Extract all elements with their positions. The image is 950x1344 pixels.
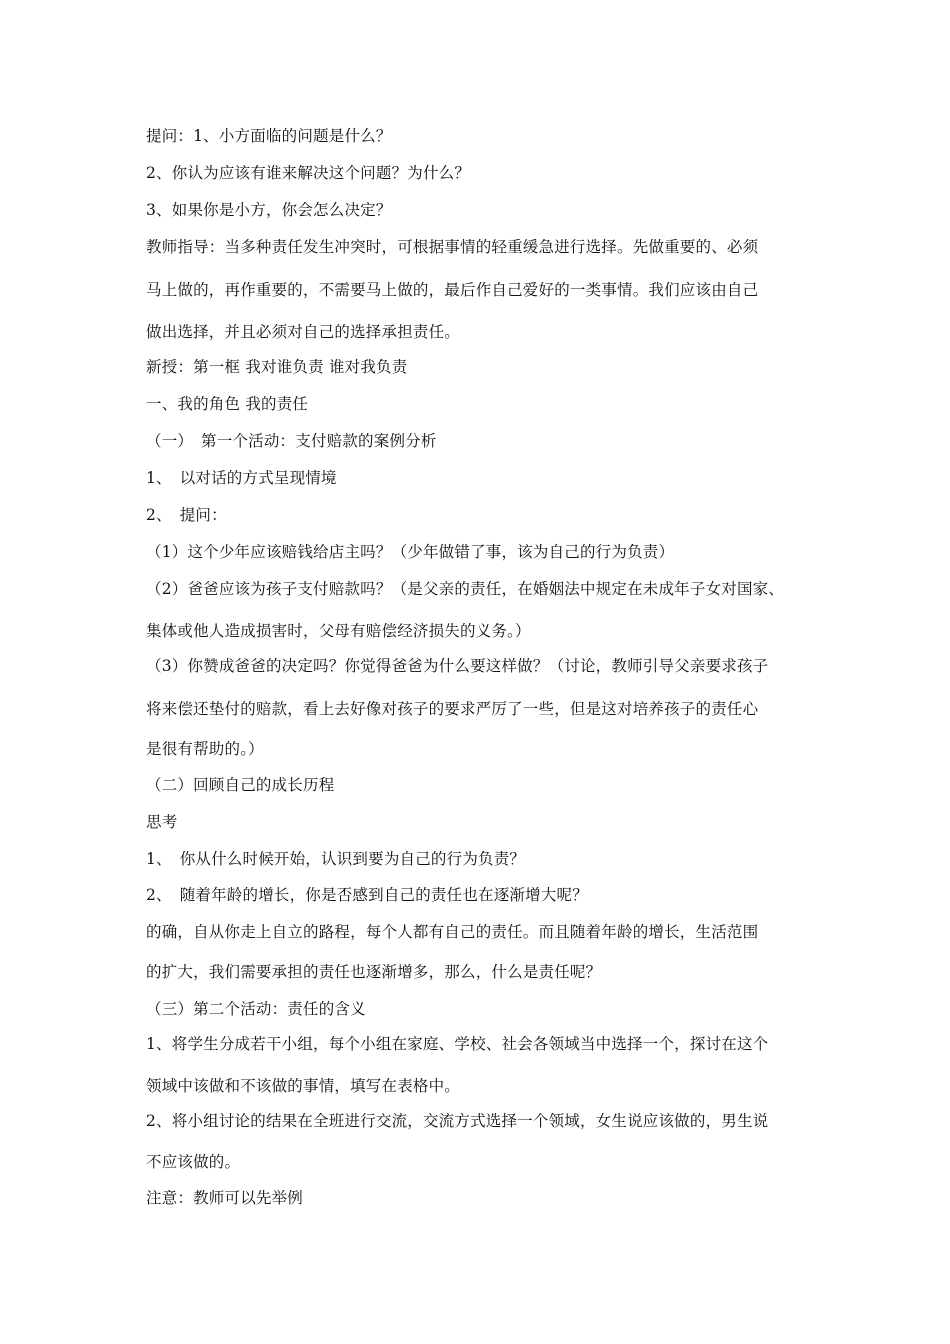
text-line: 的扩大，我们需要承担的责任也逐渐增多，那么，什么是责任呢？ bbox=[146, 963, 602, 981]
list-item: 2、 随着年龄的增长，你是否感到自己的责任也在逐渐增大呢？ bbox=[146, 886, 588, 904]
list-item: 2、 提问： bbox=[146, 506, 227, 524]
subsection-heading: （二）回顾自己的成长历程 bbox=[146, 776, 335, 794]
text-line: 集体或他人造成损害时，父母有赔偿经济损失的义务。） bbox=[146, 622, 531, 640]
text-line: 的确，自从你走上自立的路程，每个人都有自己的责任。而且随着年龄的增长，生活范围 bbox=[146, 923, 759, 941]
subsection-heading: （三）第二个活动：责任的含义 bbox=[146, 1000, 366, 1018]
text-line: （1）这个少年应该赔钱给店主吗？（少年做错了事，该为自己的行为负责） bbox=[146, 543, 675, 561]
subsection-heading: （一） 第一个活动：支付赔款的案例分析 bbox=[146, 432, 437, 450]
text-line: 注意：教师可以先举例 bbox=[146, 1189, 304, 1207]
text-line: 2、你认为应该有谁来解决这个问题？为什么？ bbox=[146, 164, 471, 182]
list-item: 2、将小组讨论的结果在全班进行交流，交流方式选择一个领域，女生说应该做的，男生说 bbox=[146, 1112, 769, 1130]
section-heading: 新授：第一框 我对谁负责 谁对我负责 bbox=[146, 358, 408, 376]
section-heading: 一、我的角色 我的责任 bbox=[146, 395, 309, 413]
text-line: 提问：1、小方面临的问题是什么？ bbox=[146, 127, 392, 145]
text-line: 思考 bbox=[146, 813, 178, 831]
text-line: 不应该做的。 bbox=[146, 1153, 241, 1171]
list-item: 1、将学生分成若干小组，每个小组在家庭、学校、社会各领域当中选择一个，探讨在这个 bbox=[146, 1035, 769, 1053]
text-line: 教师指导：当多种责任发生冲突时，可根据事情的轻重缓急进行选择。先做重要的、必须 bbox=[146, 238, 759, 256]
list-item: 1、 你从什么时候开始，认识到要为自己的行为负责？ bbox=[146, 850, 526, 868]
text-line: 将来偿还垫付的赔款，看上去好像对孩子的要求严厉了一些，但是这对培养孩子的责任心 bbox=[146, 700, 759, 718]
text-line: 领域中该做和不该做的事情，填写在表格中。 bbox=[146, 1077, 461, 1095]
text-line: （2）爸爸应该为孩子支付赔款吗？（是父亲的责任，在婚姻法中规定在未成年子女对国家、 bbox=[146, 580, 785, 598]
text-line: 是很有帮助的。） bbox=[146, 740, 264, 758]
text-line: 3、如果你是小方，你会怎么决定？ bbox=[146, 201, 392, 219]
text-line: 做出选择，并且必须对自己的选择承担责任。 bbox=[146, 323, 461, 341]
text-line: （3）你赞成爸爸的决定吗？你觉得爸爸为什么要这样做？（讨论，教师引导父亲要求孩子 bbox=[146, 657, 769, 675]
text-line: 马上做的，再作重要的，不需要马上做的，最后作自己爱好的一类事情。我们应该由自己 bbox=[146, 281, 759, 299]
list-item: 1、 以对话的方式呈现情境 bbox=[146, 469, 337, 487]
